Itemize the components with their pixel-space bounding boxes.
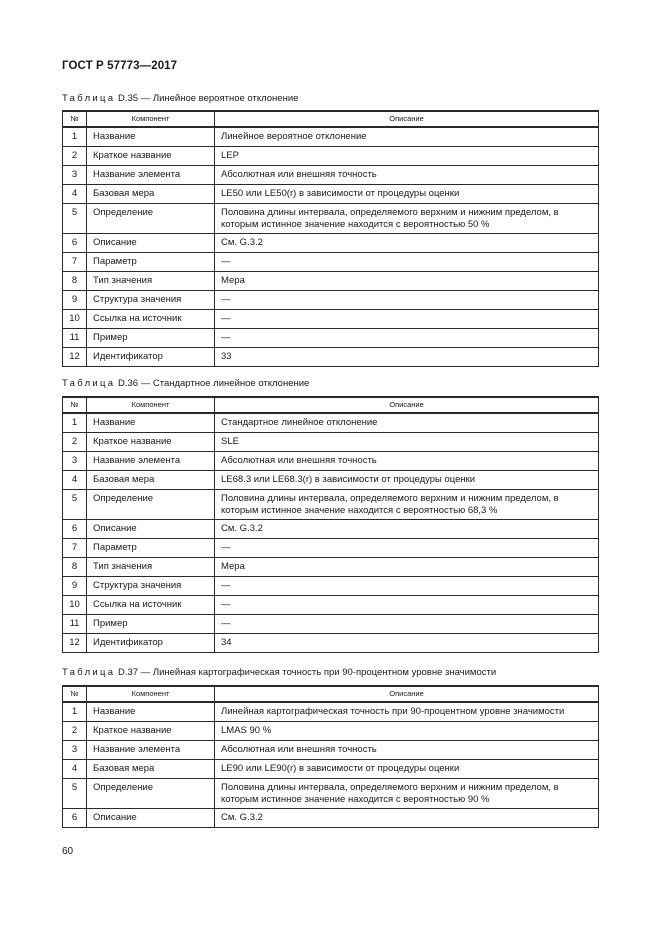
cell-num: 12 [63, 347, 87, 366]
cell-description: LE68.3 или LE68.3(r) в зависимости от процедуры оценки [215, 470, 599, 489]
table-d35 [62, 110, 599, 367]
cell-description: Мера [215, 271, 599, 290]
table-row [63, 347, 599, 366]
cell-component: Базовая мера [87, 184, 215, 203]
cell-description: См. G.3.2 [215, 519, 599, 538]
cell-num: 2 [63, 146, 87, 165]
cell-num: 3 [63, 165, 87, 184]
table-row [63, 633, 599, 652]
cell-description: — [215, 595, 599, 614]
cell-component: Структура значения [87, 576, 215, 595]
cell-description: Половина длины интервала, определяемого верхним и нижним пределом, в которым истинное значение находится с вероятностью 68,3 % [215, 489, 599, 519]
cell-component: Идентификатор [87, 347, 215, 366]
cell-component: Краткое название [87, 721, 215, 740]
table-caption-d37 [62, 667, 496, 678]
cell-description: — [215, 538, 599, 557]
cell-description: — [215, 309, 599, 328]
cell-num: 5 [63, 203, 87, 233]
cell-component: Ссылка на источник [87, 595, 215, 614]
cell-component: Параметр [87, 252, 215, 271]
cell-description: Половина длины интервала, определяемого верхним и нижним пределом, в которым истинное значение находится с вероятностью 90 % [215, 778, 599, 808]
table-header-row [63, 397, 599, 413]
cell-component: Название элемента [87, 451, 215, 470]
cell-num: 5 [63, 489, 87, 519]
table-caption-label: Таблица [62, 93, 116, 104]
cell-component: Описание [87, 233, 215, 252]
cell-description: LE50 или LE50(r) в зависимости от процедуры оценки [215, 184, 599, 203]
cell-num: 6 [63, 233, 87, 252]
table-row [63, 740, 599, 759]
table-row [63, 432, 599, 451]
table-row [63, 538, 599, 557]
table-row [63, 146, 599, 165]
cell-description: Абсолютная или внешняя точность [215, 165, 599, 184]
table-row [63, 451, 599, 470]
cell-component: Тип значения [87, 557, 215, 576]
cell-num: 7 [63, 538, 87, 557]
column-header-component: Компонент [87, 686, 215, 702]
cell-component: Параметр [87, 538, 215, 557]
cell-num: 6 [63, 519, 87, 538]
cell-description: Половина длины интервала, определяемого верхним и нижним пределом, в которым истинное значение находится с вероятностью 50 % [215, 203, 599, 233]
cell-description: Линейное вероятное отклонение [215, 127, 599, 146]
cell-num: 9 [63, 576, 87, 595]
cell-description: LMAS 90 % [215, 721, 599, 740]
cell-num: 4 [63, 759, 87, 778]
cell-num: 7 [63, 252, 87, 271]
cell-num: 11 [63, 614, 87, 633]
cell-num: 3 [63, 451, 87, 470]
table-caption-d36 [62, 378, 309, 389]
cell-component: Описание [87, 519, 215, 538]
cell-num: 1 [63, 127, 87, 146]
cell-description: См. G.3.2 [215, 808, 599, 827]
cell-num: 4 [63, 184, 87, 203]
table-row [63, 557, 599, 576]
table-row [63, 702, 599, 721]
cell-num: 10 [63, 595, 87, 614]
table-row [63, 203, 599, 233]
cell-description: Мера [215, 557, 599, 576]
table-header-row [63, 686, 599, 702]
table-row [63, 127, 599, 146]
cell-num: 5 [63, 778, 87, 808]
cell-component: Определение [87, 489, 215, 519]
column-header-description: Описание [215, 397, 599, 413]
table-header-row [63, 111, 599, 127]
cell-component: Идентификатор [87, 633, 215, 652]
cell-description: LEP [215, 146, 599, 165]
cell-component: Пример [87, 328, 215, 347]
cell-description: Абсолютная или внешняя точность [215, 451, 599, 470]
cell-component: Название элемента [87, 740, 215, 759]
cell-component: Название элемента [87, 165, 215, 184]
table-row [63, 290, 599, 309]
table-row [63, 328, 599, 347]
cell-component: Название [87, 702, 215, 721]
cell-num: 10 [63, 309, 87, 328]
column-header-num: № [63, 111, 87, 127]
cell-num: 2 [63, 432, 87, 451]
cell-description: — [215, 328, 599, 347]
cell-description: LE90 или LE90(r) в зависимости от процедуры оценки [215, 759, 599, 778]
cell-component: Краткое название [87, 146, 215, 165]
cell-num: 6 [63, 808, 87, 827]
cell-description: Абсолютная или внешняя точность [215, 740, 599, 759]
cell-num: 12 [63, 633, 87, 652]
cell-description: См. G.3.2 [215, 233, 599, 252]
cell-description: — [215, 614, 599, 633]
table-row [63, 309, 599, 328]
cell-component: Описание [87, 808, 215, 827]
cell-component: Ссылка на источник [87, 309, 215, 328]
table-caption-title: D.37 — Линейная картографическая точность при 90-процентном уровне значимости [118, 667, 497, 678]
table-row [63, 165, 599, 184]
column-header-component: Компонент [87, 111, 215, 127]
cell-component: Пример [87, 614, 215, 633]
cell-num: 8 [63, 557, 87, 576]
table-d37 [62, 685, 599, 828]
cell-component: Определение [87, 778, 215, 808]
table-row [63, 233, 599, 252]
table-row [63, 808, 599, 827]
cell-description: 34 [215, 633, 599, 652]
table-row [63, 489, 599, 519]
cell-description: 33 [215, 347, 599, 366]
cell-component: Название [87, 127, 215, 146]
document-header: ГОСТ Р 57773—2017 [62, 60, 178, 72]
table-row [63, 271, 599, 290]
table-row [63, 595, 599, 614]
cell-component: Базовая мера [87, 759, 215, 778]
cell-component: Тип значения [87, 271, 215, 290]
cell-description: Линейная картографическая точность при 90-процентном уровне значимости [215, 702, 599, 721]
cell-num: 1 [63, 413, 87, 432]
table-row [63, 778, 599, 808]
cell-description: — [215, 576, 599, 595]
cell-description: — [215, 290, 599, 309]
table-row [63, 184, 599, 203]
column-header-num: № [63, 686, 87, 702]
column-header-num: № [63, 397, 87, 413]
table-row [63, 519, 599, 538]
table-row [63, 470, 599, 489]
cell-component: Базовая мера [87, 470, 215, 489]
table-caption-d35 [62, 93, 298, 104]
table-row [63, 413, 599, 432]
table-row [63, 721, 599, 740]
table-caption-label: Таблица [62, 378, 116, 389]
cell-description: — [215, 252, 599, 271]
cell-num: 2 [63, 721, 87, 740]
cell-component: Структура значения [87, 290, 215, 309]
cell-component: Краткое название [87, 432, 215, 451]
cell-component: Определение [87, 203, 215, 233]
table-row [63, 576, 599, 595]
column-header-description: Описание [215, 111, 599, 127]
cell-num: 1 [63, 702, 87, 721]
cell-component: Название [87, 413, 215, 432]
column-header-description: Описание [215, 686, 599, 702]
table-caption-title: D.35 — Линейное вероятное отклонение [118, 93, 299, 104]
cell-num: 11 [63, 328, 87, 347]
page-number: 60 [62, 846, 74, 857]
table-caption-label: Таблица [62, 667, 116, 678]
cell-description: Стандартное линейное отклонение [215, 413, 599, 432]
table-row [63, 614, 599, 633]
cell-num: 3 [63, 740, 87, 759]
table-d36 [62, 396, 599, 653]
cell-num: 9 [63, 290, 87, 309]
cell-num: 8 [63, 271, 87, 290]
table-row [63, 252, 599, 271]
cell-description: SLE [215, 432, 599, 451]
column-header-component: Компонент [87, 397, 215, 413]
table-caption-title: D.36 — Стандартное линейное отклонение [118, 378, 310, 389]
cell-num: 4 [63, 470, 87, 489]
table-row [63, 759, 599, 778]
